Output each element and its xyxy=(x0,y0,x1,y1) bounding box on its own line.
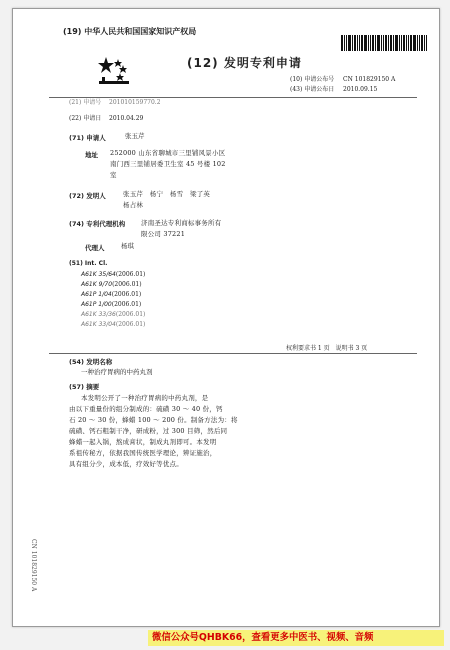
agent-label: 代理人 xyxy=(85,244,105,252)
emblem-icon xyxy=(96,55,132,87)
invention-title: 一种治疗胃病的中药丸剂 xyxy=(81,368,153,376)
footer-banner xyxy=(148,630,444,646)
abstract-label: (57) 摘要 xyxy=(69,383,100,391)
invention-title-label: (54) 发明名称 xyxy=(69,358,113,366)
ipc-item: A61K 33/36(2006.01) xyxy=(81,311,146,318)
ipc-label: (51) Int. Cl. xyxy=(69,260,108,267)
ipc-item: A61K 33/04(2006.01) xyxy=(81,321,146,328)
ipc-item: A61P 1/00(2006.01) xyxy=(81,301,142,308)
agent-name: 杨琪 xyxy=(121,242,134,250)
patent-page xyxy=(12,8,440,627)
ipc-item: A61K 9/70(2006.01) xyxy=(81,281,142,288)
barcode xyxy=(341,35,434,51)
publication-number: CN 101829150 A xyxy=(343,76,396,83)
inventor-label: (72) 发明人 xyxy=(69,192,106,200)
publication-date-label: (43) 申请公布日 xyxy=(290,86,335,93)
publication-date: 2010.09.15 xyxy=(343,86,378,93)
country-office: (19) 中华人民共和国国家知识产权局 xyxy=(63,27,197,36)
filing-date: 2010.04.29 xyxy=(109,115,144,122)
abstract-text: 本发明公开了一种治疗胃病的中药丸剂，是 由以下重量份的组分制成的：硫磺 30 ～ 40 份，钙 石 20 ～ 30 份，蜂蜡 100 ～ 200 份。制备方法为：将 硫磺、钙石粗制干净，研成粉，过 300 目筛，然后同 蜂蜡一起入锅，熬成膏状，制成丸剂即可。本发明 系祖传秘方，依据我国传统医学理论，辨证施治， 具有组分少，成本低，疗效好等优点。 xyxy=(69,394,238,468)
publication-number-label: (10) 申请公布号 xyxy=(290,76,335,83)
applicant-label: (71) 申请人 xyxy=(69,134,106,142)
pages-info: 权利要求书 1 页 说明书 3 页 xyxy=(286,345,368,352)
inventors: 张玉芹 杨宁 杨雪 梁了英 杨占林 xyxy=(123,190,211,209)
application-number-label: (21) 申请号 xyxy=(69,99,102,106)
ipc-item: A61P 1/04(2006.01) xyxy=(81,291,142,298)
ipc-list xyxy=(81,271,145,331)
applicant-name: 张玉芹 xyxy=(125,132,145,140)
application-number: 201010159770.2 xyxy=(109,99,161,106)
agency-label: (74) 专利代理机构 xyxy=(69,220,126,228)
document-type: (12) 发明专利申请 xyxy=(187,56,302,70)
agency: 济南圣达专利商标事务所有 限公司 37221 xyxy=(141,219,222,238)
address-label: 地址 xyxy=(85,151,98,159)
address: 252000 山东省聊城市三里铺风景小区 南门西三里铺居委卫生室 45 号楼 102 室 xyxy=(110,149,226,179)
footer-text: 微信公众号QHBK66，查看更多中医书、视频、音频 xyxy=(152,632,374,643)
ipc-item: A61K 35/64(2006.01) xyxy=(81,271,146,278)
side-publication-code: CN 101829150 A xyxy=(30,539,37,592)
filing-date-label: (22) 申请日 xyxy=(69,115,102,122)
